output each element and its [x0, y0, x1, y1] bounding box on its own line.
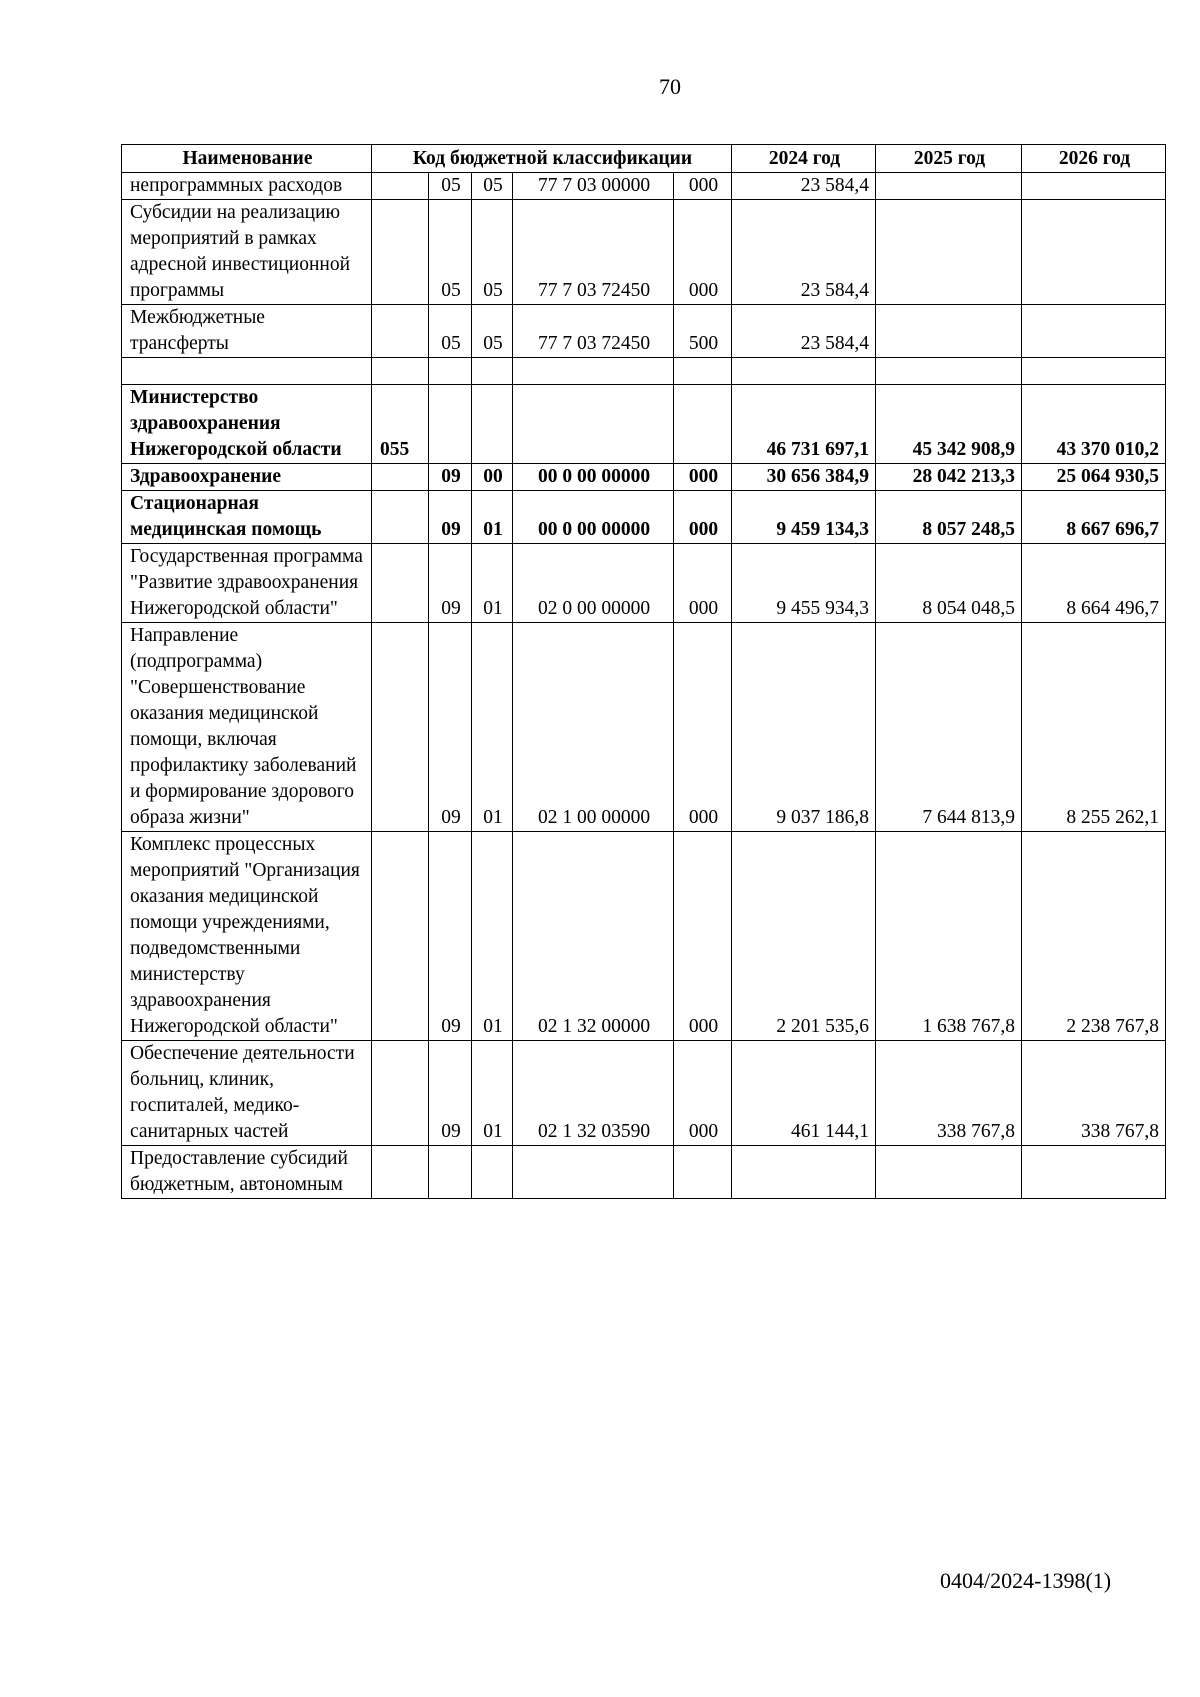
row-2025 — [876, 200, 1022, 305]
row-rz: 05 — [429, 305, 472, 358]
row-2024: 23 584,4 — [732, 173, 876, 200]
page-number: 70 — [659, 74, 681, 99]
row-2025 — [876, 173, 1022, 200]
row-csr: 77 7 03 72450 — [513, 305, 674, 358]
row-grbs — [372, 305, 429, 358]
table-row — [122, 623, 1166, 832]
table-row — [122, 464, 1166, 491]
row-2025: 1 638 767,8 — [876, 832, 1022, 1041]
row-2025: 7 644 813,9 — [876, 623, 1022, 832]
table-row-empty — [122, 358, 1166, 385]
row-rz — [429, 358, 472, 385]
row-rz: 09 — [429, 623, 472, 832]
row-vr — [674, 385, 732, 464]
row-2024: 9 455 934,3 — [732, 544, 876, 623]
table-row — [122, 544, 1166, 623]
row-2026 — [1022, 173, 1166, 200]
row-2026 — [1022, 305, 1166, 358]
row-2025: 45 342 908,9 — [876, 385, 1022, 464]
header-2026: 2026 год — [1022, 145, 1166, 173]
row-vr: 500 — [674, 305, 732, 358]
row-2026 — [1022, 1146, 1166, 1199]
row-2026 — [1022, 358, 1166, 385]
row-pr: 01 — [472, 832, 513, 1041]
row-2024: 23 584,4 — [732, 200, 876, 305]
row-pr: 01 — [472, 544, 513, 623]
row-pr — [472, 358, 513, 385]
row-rz: 09 — [429, 832, 472, 1041]
row-2025: 338 767,8 — [876, 1041, 1022, 1146]
row-vr: 000 — [674, 623, 732, 832]
row-2024: 9 459 134,3 — [732, 491, 876, 544]
table-row — [122, 200, 1166, 305]
row-2025 — [876, 305, 1022, 358]
header-2024: 2024 год — [732, 145, 876, 173]
row-2026: 8 255 262,1 — [1022, 623, 1166, 832]
table-row — [122, 173, 1166, 200]
row-rz: 09 — [429, 1041, 472, 1146]
row-vr — [674, 1146, 732, 1199]
row-vr — [674, 358, 732, 385]
row-name: Субсидии на реализацию мероприятий в рамках адресной инвестиционной программы — [122, 200, 372, 305]
row-vr: 000 — [674, 544, 732, 623]
row-grbs — [372, 200, 429, 305]
row-grbs — [372, 358, 429, 385]
row-name: Министерство здравоохранения Нижегородской области — [122, 385, 372, 464]
row-pr: 00 — [472, 464, 513, 491]
row-csr: 02 1 32 03590 — [513, 1041, 674, 1146]
row-grbs — [372, 1041, 429, 1146]
row-2025 — [876, 1146, 1022, 1199]
row-name — [122, 358, 372, 385]
row-2026: 8 664 496,7 — [1022, 544, 1166, 623]
row-csr: 00 0 00 00000 — [513, 491, 674, 544]
row-2025 — [876, 358, 1022, 385]
row-pr: 05 — [472, 305, 513, 358]
row-2026 — [1022, 200, 1166, 305]
row-2025: 28 042 213,3 — [876, 464, 1022, 491]
row-2026: 2 238 767,8 — [1022, 832, 1166, 1041]
row-grbs — [372, 464, 429, 491]
header-code: Код бюджетной классификации — [372, 145, 732, 173]
row-vr: 000 — [674, 464, 732, 491]
document-id: 0404/2024-1398(1) — [940, 1568, 1112, 1593]
row-name: Межбюджетные трансферты — [122, 305, 372, 358]
row-csr — [513, 358, 674, 385]
row-name: Обеспечение деятельности больниц, клиник, госпиталей, медико-санитарных частей — [122, 1041, 372, 1146]
row-name: Здравоохранение — [122, 464, 372, 491]
row-name: Предоставление субсидий бюджетным, автономным — [122, 1146, 372, 1199]
row-pr: 01 — [472, 491, 513, 544]
row-pr: 01 — [472, 623, 513, 832]
row-csr: 02 0 00 00000 — [513, 544, 674, 623]
row-2026: 43 370 010,2 — [1022, 385, 1166, 464]
row-2024: 46 731 697,1 — [732, 385, 876, 464]
row-vr: 000 — [674, 173, 732, 200]
table-row — [122, 491, 1166, 544]
row-rz: 09 — [429, 544, 472, 623]
row-2025: 8 057 248,5 — [876, 491, 1022, 544]
row-rz: 05 — [429, 173, 472, 200]
row-csr: 02 1 00 00000 — [513, 623, 674, 832]
table-row — [122, 305, 1166, 358]
row-2024: 9 037 186,8 — [732, 623, 876, 832]
row-pr: 05 — [472, 200, 513, 305]
row-pr: 01 — [472, 1041, 513, 1146]
row-name: Стационарная медицинская помощь — [122, 491, 372, 544]
row-rz — [429, 385, 472, 464]
table-row — [122, 1146, 1166, 1199]
header-2025: 2025 год — [876, 145, 1022, 173]
row-pr — [472, 1146, 513, 1199]
row-name: Комплекс процессных мероприятий "Организация оказания медицинской помощи учреждениями, подведомственными министерству здравоохранения Нижегородской области" — [122, 832, 372, 1041]
row-rz — [429, 1146, 472, 1199]
row-csr: 02 1 32 00000 — [513, 832, 674, 1041]
row-csr — [513, 385, 674, 464]
row-csr: 77 7 03 00000 — [513, 173, 674, 200]
row-2024 — [732, 1146, 876, 1199]
row-grbs — [372, 1146, 429, 1199]
table-row — [122, 385, 1166, 464]
row-2026: 8 667 696,7 — [1022, 491, 1166, 544]
row-csr: 77 7 03 72450 — [513, 200, 674, 305]
row-rz: 05 — [429, 200, 472, 305]
row-vr: 000 — [674, 200, 732, 305]
row-rz: 09 — [429, 464, 472, 491]
row-pr — [472, 385, 513, 464]
table-row — [122, 1041, 1166, 1146]
row-name: Государственная программа "Развитие здравоохранения Нижегородской области" — [122, 544, 372, 623]
budget-table — [121, 144, 1166, 1199]
row-2024: 2 201 535,6 — [732, 832, 876, 1041]
row-2026: 338 767,8 — [1022, 1041, 1166, 1146]
row-2024: 461 144,1 — [732, 1041, 876, 1146]
row-vr: 000 — [674, 1041, 732, 1146]
row-grbs: 055 — [372, 385, 429, 464]
row-pr: 05 — [472, 173, 513, 200]
table-row — [122, 832, 1166, 1041]
row-csr: 00 0 00 00000 — [513, 464, 674, 491]
row-name: Направление (подпрограмма) "Совершенствование оказания медицинской помощи, включая профилактику заболеваний и формирование здорового образа жизни" — [122, 623, 372, 832]
row-vr: 000 — [674, 832, 732, 1041]
row-grbs — [372, 623, 429, 832]
row-2024: 30 656 384,9 — [732, 464, 876, 491]
row-grbs — [372, 173, 429, 200]
row-rz: 09 — [429, 491, 472, 544]
table-header-row — [122, 145, 1166, 173]
row-name: непрограммных расходов — [122, 173, 372, 200]
row-vr: 000 — [674, 491, 732, 544]
row-2024: 23 584,4 — [732, 305, 876, 358]
row-2025: 8 054 048,5 — [876, 544, 1022, 623]
row-2026: 25 064 930,5 — [1022, 464, 1166, 491]
row-grbs — [372, 491, 429, 544]
row-csr — [513, 1146, 674, 1199]
row-grbs — [372, 544, 429, 623]
row-grbs — [372, 832, 429, 1041]
row-2024 — [732, 358, 876, 385]
header-name: Наименование — [122, 145, 372, 173]
